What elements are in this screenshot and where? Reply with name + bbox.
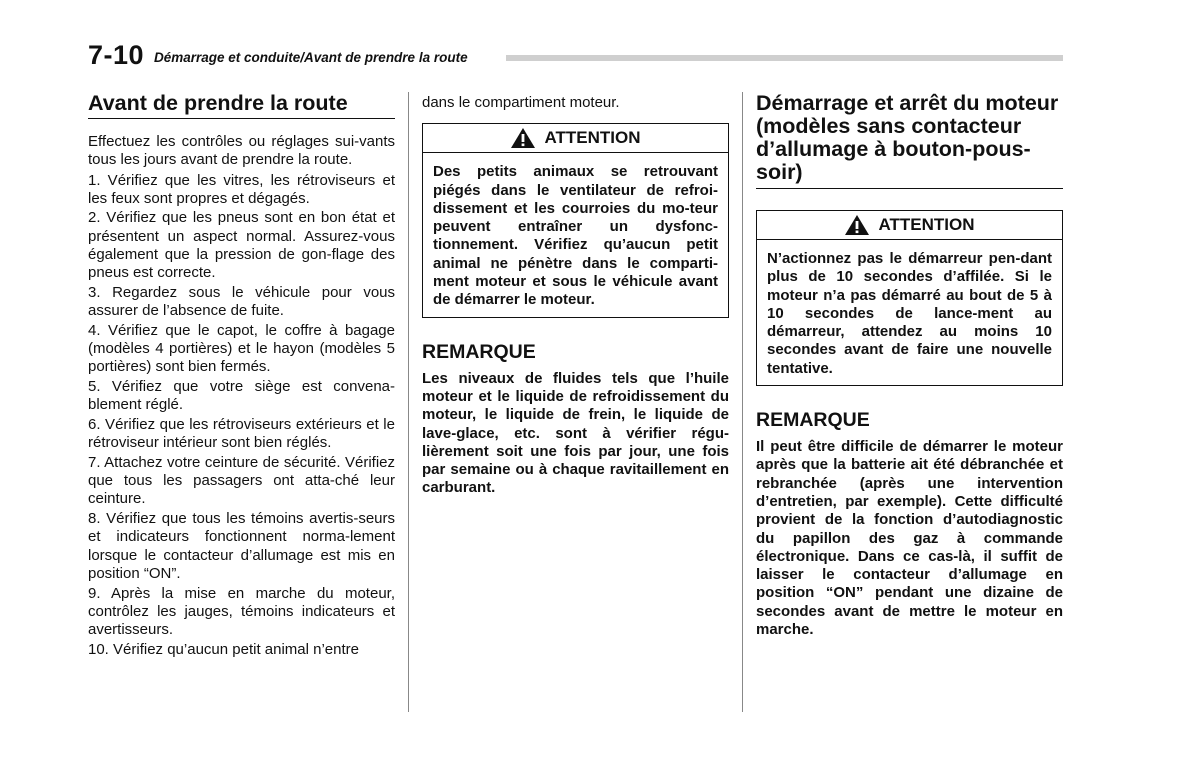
column-left <box>88 92 395 660</box>
attention-label: ATTENTION <box>544 128 641 148</box>
section-title: Démarrage et arrêt du moteur (modèles sans contacteur d’allumage à bouton-pous-soir) <box>756 92 1063 189</box>
header-title: Démarrage et conduite/Avant de prendre la route <box>154 50 468 65</box>
remarque-title: REMARQUE <box>422 340 536 363</box>
list-item: 7. Attachez votre ceinture de sécurité. Vérifiez que tous les passagers ont atta-ché leur ceinture. <box>88 453 395 508</box>
attention-header <box>423 124 728 153</box>
attention-label: ATTENTION <box>878 215 975 234</box>
list-item: 4. Vérifiez que le capot, le coffre à bagage (modèles 4 portières) et le hayon (modèles 5 portières) sont bien fermés. <box>88 321 395 376</box>
column-divider <box>742 92 743 712</box>
page-number: 7-10 <box>88 40 145 70</box>
continuation-text: dans le compartiment moteur. <box>422 94 620 111</box>
attention-text: Des petits animaux se retrouvant piégés dans le ventilateur de refroi-dissement et les courroies du mo-teur peuvent entraîner un dysfonc-tionnement. Vérifiez qu’aucun petit animal ne pénètre dans le comparti-ment moteur et sous le véhicule avant de démarrer le moteur. <box>433 163 718 309</box>
list-item: 10. Vérifiez qu’aucun petit animal n’entre <box>88 640 359 658</box>
remarque-text: Les niveaux de fluides tels que l’huile moteur et le liquide de refroidissement du moteur, le liquide de frein, le liquide de lave-glace, etc. sont à vérifier régu-lièrement soit une fois par jour, une fois par semaine ou à chaque ravitaillement en carburant. <box>422 369 729 497</box>
attention-box <box>422 123 729 317</box>
attention-text: N’actionnez pas le démarreur pen-dant plus de 10 secondes d’affilée. Si le moteur n’a pas démarré au bout de 5 à 10 secondes de lance-ment au démarreur, attendez au moins 10 secondes avant de faire une nouvelle tentative. <box>767 250 1052 377</box>
page-header <box>88 40 1063 70</box>
list-item: 5. Vérifiez que votre siège est convena-blement réglé. <box>88 378 395 414</box>
list-item: 8. Vérifiez que tous les témoins avertis-seurs et indicateurs fonctionnent norma-lement lorsque le contacteur d’allumage est mis en position “ON”. <box>88 510 395 582</box>
list-item: 9. Après la mise en marche du moteur, contrôlez les jauges, témoins indicateurs et avertisseurs. <box>88 584 395 639</box>
column-divider <box>408 92 409 712</box>
warning-triangle-icon <box>844 214 870 236</box>
intro-paragraph: Effectuez les contrôles ou réglages sui-vants tous les jours avant de prendre la route. <box>88 133 395 169</box>
remarque-text: Il peut être difficile de démarrer le moteur après que la batterie ait été débranchée et rebranchée (après une intervention d’entretien, par exemple). Cette difficulté provient de la fonction d’autodiagnostic du papillon des gaz à commande électronique. Dans ce cas-là, il suffit de laisser le contacteur d’allumage en position “ON” pendant une dizaine de secondes avant de mettre le moteur en marche. <box>756 438 1063 639</box>
section-title: Avant de prendre la route <box>88 92 395 119</box>
warning-triangle-icon <box>510 127 536 149</box>
column-right <box>756 92 1063 639</box>
attention-header <box>757 211 1062 240</box>
column-middle <box>422 92 729 498</box>
list-item: 3. Regardez sous le véhicule pour vous assurer de l’absence de fuite. <box>88 283 395 320</box>
attention-box <box>756 210 1063 386</box>
list-item: 6. Vérifiez que les rétroviseurs extérieurs et le rétroviseur intérieur sont bien réglés. <box>88 415 395 452</box>
list-item: 1. Vérifiez que les vitres, les rétroviseurs et les feux sont propres et dégagés. <box>88 171 395 207</box>
remarque-title: REMARQUE <box>756 409 870 432</box>
list-item: 2. Vérifiez que les pneus sont en bon état et présentent un aspect normal. Assurez-vous également que la pression de gon-flage des pneus est correcte. <box>88 209 395 282</box>
